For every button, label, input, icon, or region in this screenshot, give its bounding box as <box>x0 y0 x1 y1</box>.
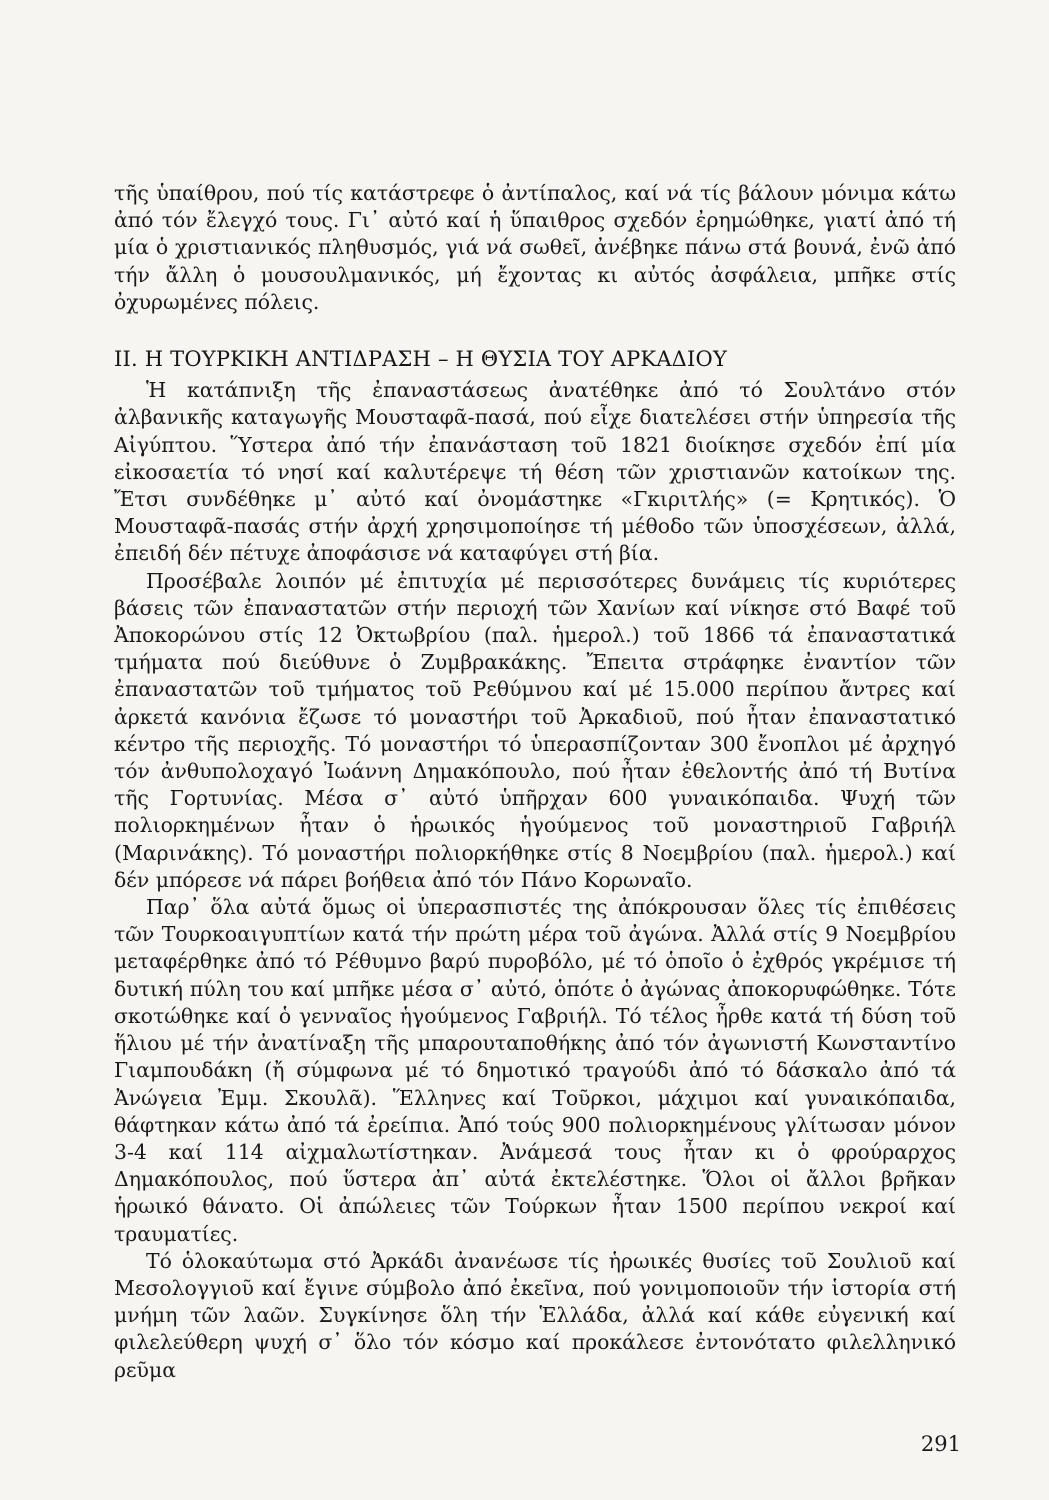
body-paragraph-2: Προσέβαλε λοιπόν μέ ἐπιτυχία μέ περισσότερες δυνάμεις τίς κυριότερες βάσεις τῶν ἐπαναστατῶν στήν περιοχή τῶν Χανίων καί νίκησε στό Βαφέ τοῦ Ἀποκορώνου στίς 12 Ὀκτωβρίου (παλ. ἡμερολ.) τοῦ 1866 τά ἐπαναστατικά τμήματα πού διεύθυνε ὁ Ζυμβρακάκης. Ἔπειτα στράφηκε ἐναντίον τῶν ἐπαναστατῶν τοῦ τμήματος τοῦ Ρεθύμνου καί μέ 15.000 περίπου ἄντρες καί ἀρκετά κανόνια ἔζωσε τό μοναστήρι τοῦ Ἀρκαδιοῦ, πού ἦταν ἐπαναστατικό κέντρο τῆς περιοχῆς. Τό μοναστήρι τό ὑπερασπίζονταν 300 ἔνοπλοι μέ ἀρχηγό τόν ἀνθυπολοχαγό Ἰωάννη Δημακόπουλο, πού ἦταν ἐθελοντής ἀπό τή Βυτίνα τῆς Γορτυνίας. Μέσα σ᾿ αὐτό ὑπῆρχαν 600 γυναικόπαιδα. Ψυχή τῶν πολιορκημένων ἦταν ὁ ἡρωικός ἡγούμενος τοῦ μοναστηριοῦ Γαβριήλ (Μαρινάκης). Τό μοναστήρι πολιορκήθηκε στίς 8 Νοεμβρίου (παλ. ἡμερολ.) καί δέν μπόρεσε νά πάρει βοήθεια ἀπό τόν Πάνο Κορωναῖο. <box>114 568 956 892</box>
section-heading: ΙΙ. Η ΤΟΥΡΚΙΚΗ ΑΝΤΙΔΡΑΣΗ – Η ΘΥΣΙΑ ΤΟΥ ΑΡΚΑΔΙΟΥ <box>114 347 728 372</box>
page-number: 291 <box>920 1432 961 1456</box>
body-paragraph-4: Τό ὁλοκαύτωμα στό Ἀρκάδι ἀνανέωσε τίς ἡρωικές θυσίες τοῦ Σουλιοῦ καί Μεσολογγιοῦ καί ἔγινε σύμβολο ἀπό ἐκεῖνα, πού γονιμοποιοῦν τήν ἱστορία στή μνήμη τῶν λαῶν. Συγκίνησε ὅλη τήν Ἑλλάδα, ἀλλά καί κάθε εὐγενική καί φιλελεύθερη ψυχή σ᾿ ὅλο τόν κόσμο καί προκάλεσε ἐντονότατο φιλελληνικό ρεῦμα <box>114 1248 956 1382</box>
body-paragraph-3: Παρ᾿ ὅλα αὐτά ὅμως οἱ ὑπερασπιστές της ἀπόκρουσαν ὅλες τίς ἐπιθέσεις τῶν Τουρκοαιγυπτίων κατά τήν πρώτη μέρα τοῦ ἀγώνα. Ἀλλά στίς 9 Νοεμβρίου μεταφέρθηκε ἀπό τό Ρέθυμνο βαρύ πυροβόλο, μέ τό ὁποῖο ὁ ἐχθρός γκρέμισε τή δυτική πύλη του καί μπῆκε μέσα σ᾿ αὐτό, ὁπότε ὁ ἀγώνας ἀποκορυφώθηκε. Τότε σκοτώθηκε καί ὁ γενναῖος ἡγούμενος Γαβριήλ. Τό τέλος ἦρθε κατά τή δύση τοῦ ἥλιου μέ τήν ἀνατίναξη τῆς μπαρουταποθήκης ἀπό τόν ἀγωνιστή Κωνσταντίνο Γιαμπουδάκη (ἤ σύμφωνα μέ τό δημοτικό τραγούδι ἀπό τό δάσκαλο ἀπό τά Ἀνώγεια Ἐμμ. Σκουλᾶ). Ἕλληνες καί Τοῦρκοι, μάχιμοι καί γυναικόπαιδα, θάφτηκαν κάτω ἀπό τά ἐρείπια. Ἀπό τούς 900 πολιορκημένους γλίτωσαν μόνον 3-4 καί 114 αἰχμαλωτίστηκαν. Ἀνάμεσά τους ἦταν κι ὁ φρούραρχος Δημακόπουλος, πού ὕστερα ἀπ᾿ αὐτά ἐκτελέστηκε. Ὅλοι οἱ ἄλλοι βρῆκαν ἡρωικό θάνατο. Οἱ ἀπώλειες τῶν Τούρκων ἦταν 1500 περίπου νεκροί καί τραυματίες. <box>114 895 956 1246</box>
body-paragraph-1: Ἡ κατάπνιξη τῆς ἐπαναστάσεως ἀνατέθηκε ἀπό τό Σουλτάνο στόν ἀλβανικῆς καταγωγῆς Μουσταφᾶ-πασά, πού εἶχε διατελέσει στήν ὑπηρεσία τῆς Αἰγύπτου. Ὕστερα ἀπό τήν ἐπανάσταση τοῦ 1821 διοίκησε σχεδόν ἐπί μία εἰκοσαετία τό νησί καί καλυτέρεψε τή θέση τῶν χριστιανῶν κατοίκων της. Ἔτσι συνδέθηκε μ᾿ αὐτό καί ὀνομάστηκε «Γκιριτλής» (= Κρητικός). Ὁ Μουσταφᾶ-πασάς στήν ἀρχή χρησιμοποίησε τή μέθοδο τῶν ὑποσχέσεων, ἀλλά, ἐπειδή δέν πέτυχε ἀποφάσισε νά καταφύγει στή βία. <box>114 378 956 566</box>
intro-paragraph: τῆς ὑπαίθρου, πού τίς κατάστρεφε ὁ ἀντίπαλος, καί νά τίς βάλουν μόνιμα κάτω ἀπό τόν ἔλεγχό τους. Γι᾿ αὐτό καί ἡ ὕπαιθρος σχεδόν ἐρημώθηκε, γιατί ἀπό τή μία ὁ χριστιανικός πληθυσμός, γιά νά σωθεῖ, ἀνέβηκε πάνω στά βουνά, ἐνῶ ἀπό τήν ἄλλη ὁ μουσουλμανικός, μή ἔχοντας κι αὐτός ἀσφάλεια, μπῆκε στίς ὀχυρωμένες πόλεις. <box>114 181 956 314</box>
page-body <box>114 180 956 1384</box>
